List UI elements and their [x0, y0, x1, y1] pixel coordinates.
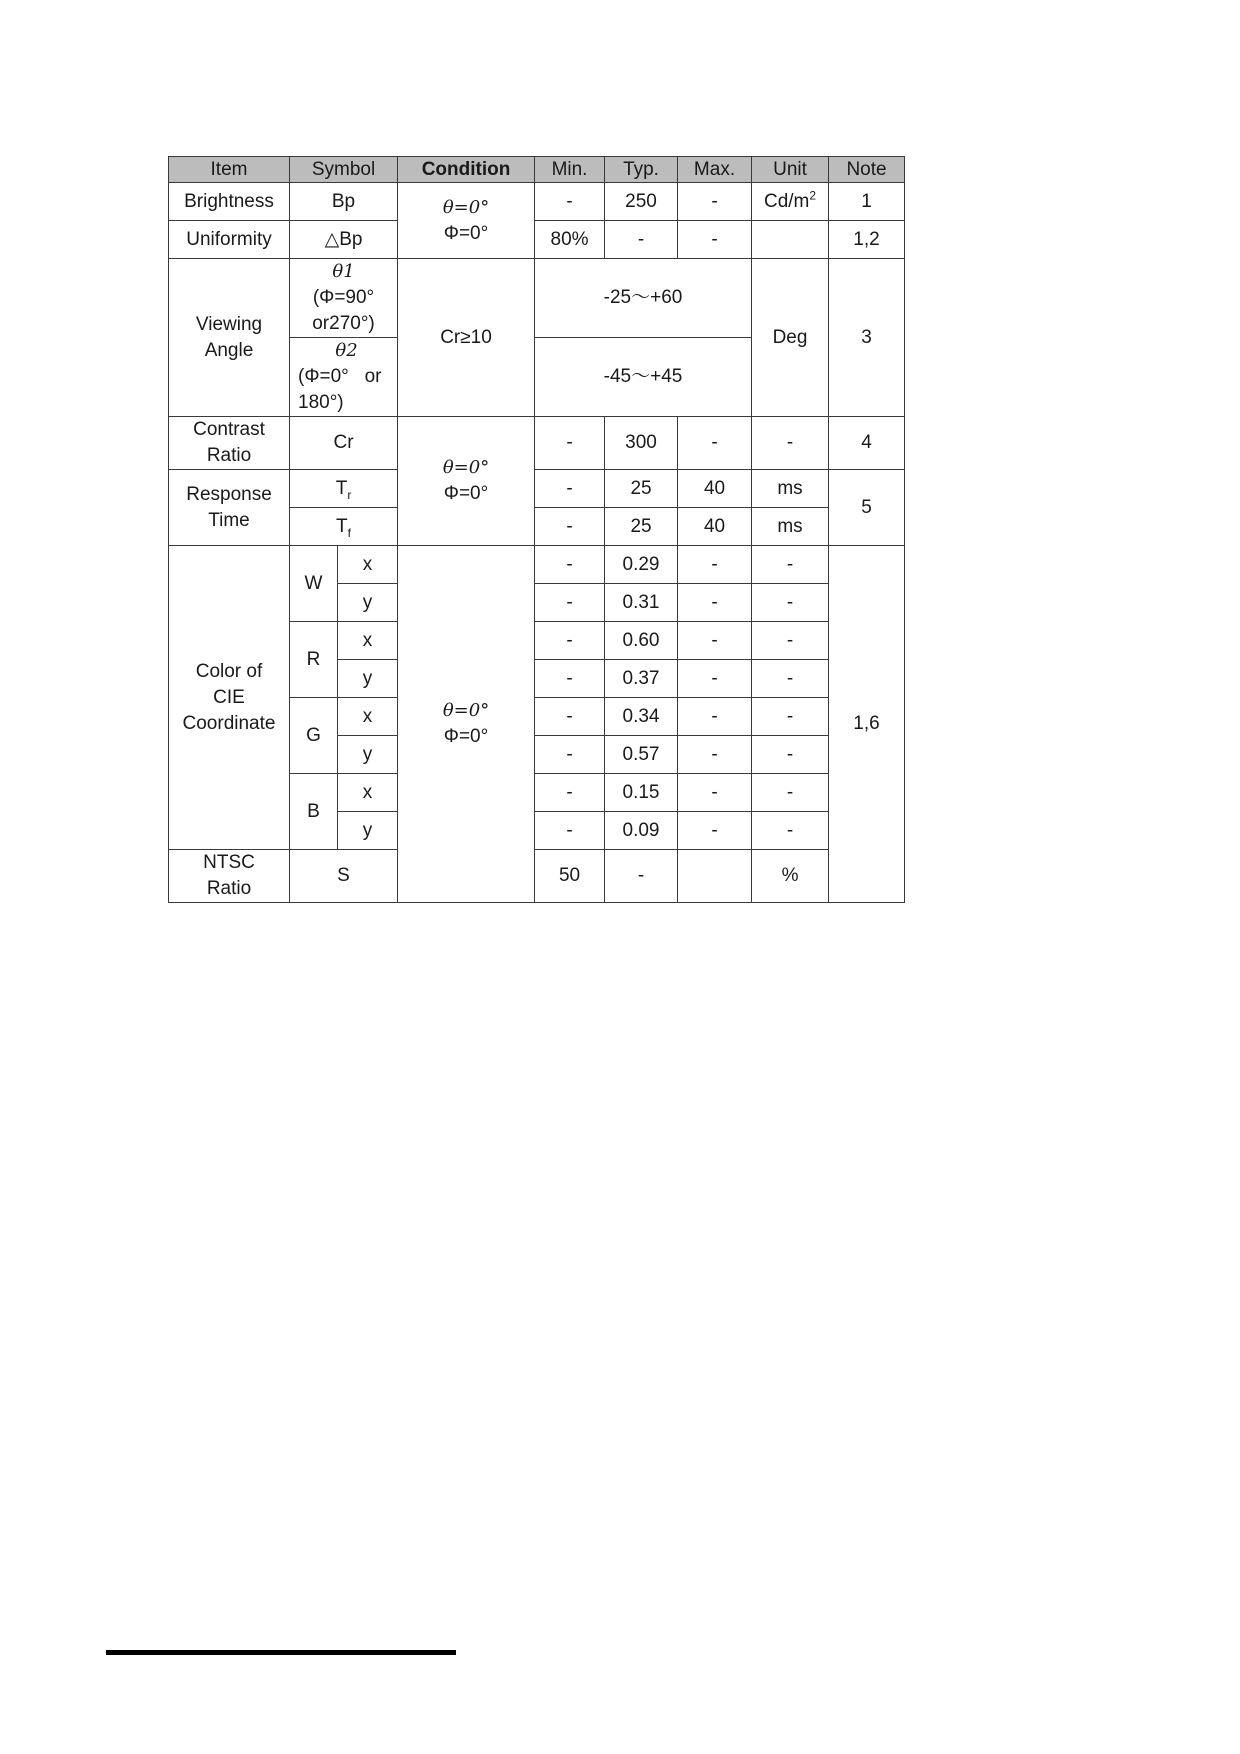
note-cell: 1	[829, 183, 905, 221]
condition-theta: θ=0°	[442, 196, 490, 218]
header-typ: Typ.	[605, 157, 678, 183]
condition-cell	[398, 417, 535, 546]
min-cell: -	[535, 183, 605, 221]
table-row-viewing-theta1	[169, 259, 905, 338]
symbol-theta2-cond: (Φ=0° or	[298, 366, 382, 387]
condition-cell	[398, 183, 535, 259]
header-condition: Condition	[398, 157, 535, 183]
unit-base: Cd/m	[763, 190, 810, 212]
typ-cell: 25	[605, 508, 678, 546]
symbol-cell: S	[290, 850, 398, 903]
item-cell-contrast	[169, 417, 290, 470]
min-cell: -	[535, 470, 605, 508]
item-cell-viewing	[169, 259, 290, 417]
header-min: Min.	[535, 157, 605, 183]
typ-cell: 0.34	[605, 698, 678, 736]
header-item: Item	[169, 157, 290, 183]
item-line: Color of	[195, 660, 263, 682]
min-cell: -	[535, 622, 605, 660]
table-row-brightness	[169, 183, 905, 221]
symbol-cell: Cr	[290, 417, 398, 470]
typ-cell: 300	[605, 417, 678, 470]
axis-cell: x	[338, 546, 398, 584]
symbol-theta2: θ2	[335, 340, 358, 361]
symbol-cell-tr	[290, 470, 398, 508]
optical-spec-table	[168, 156, 905, 903]
max-cell: 40	[678, 508, 752, 546]
item-line: Ratio	[206, 445, 252, 466]
min-cell: -	[535, 660, 605, 698]
unit-cell: -	[752, 584, 829, 622]
symbol-cell: Bp	[290, 183, 398, 221]
footer-rule	[106, 1650, 456, 1655]
min-cell: -	[535, 812, 605, 850]
unit-cell: -	[752, 812, 829, 850]
color-cell-w: W	[290, 546, 338, 622]
min-cell: -	[535, 508, 605, 546]
condition-phi: Φ=0°	[443, 222, 489, 244]
max-cell: -	[678, 584, 752, 622]
item-cell: Brightness	[169, 183, 290, 221]
symbol-theta1-cond: or270°)	[312, 313, 375, 334]
axis-cell: x	[338, 622, 398, 660]
min-cell: -	[535, 417, 605, 470]
header-row	[169, 157, 905, 183]
symbol-base: T	[335, 477, 348, 499]
note-cell-cie: 1,6	[829, 546, 905, 903]
item-line: Contrast	[193, 419, 265, 440]
max-cell: -	[678, 546, 752, 584]
unit-cell: -	[752, 698, 829, 736]
item-cell-response	[169, 470, 290, 546]
symbol-theta1: θ1	[332, 261, 355, 282]
typ-cell: 0.15	[605, 774, 678, 812]
min-cell: -	[535, 546, 605, 584]
note-cell-response: 5	[829, 470, 905, 546]
symbol-cell-tf	[290, 508, 398, 546]
min-cell: -	[535, 584, 605, 622]
typ-cell: 0.57	[605, 736, 678, 774]
typ-cell: 25	[605, 470, 678, 508]
axis-cell: x	[338, 698, 398, 736]
min-cell: 80%	[535, 221, 605, 259]
condition-theta: θ=0°	[442, 700, 490, 721]
min-cell: -	[535, 736, 605, 774]
table-row-uniformity	[169, 221, 905, 259]
max-cell: -	[678, 622, 752, 660]
unit-cell: -	[752, 660, 829, 698]
symbol-subscript: r	[347, 487, 352, 502]
symbol-base: T	[336, 515, 348, 537]
unit-cell: -	[752, 546, 829, 584]
axis-cell: y	[338, 736, 398, 774]
max-cell: -	[678, 417, 752, 470]
unit-cell: -	[752, 417, 829, 470]
item-line: Angle	[204, 339, 254, 361]
typ-cell: 250	[605, 183, 678, 221]
unit-cell: ms	[752, 470, 829, 508]
typ-cell: 0.31	[605, 584, 678, 622]
max-cell: -	[678, 183, 752, 221]
range-cell-theta2: -45～+45	[535, 338, 752, 417]
max-cell: 40	[678, 470, 752, 508]
note-cell: 4	[829, 417, 905, 470]
max-cell: -	[678, 221, 752, 259]
header-unit: Unit	[752, 157, 829, 183]
header-max: Max.	[678, 157, 752, 183]
max-cell: -	[678, 660, 752, 698]
item-line: Time	[208, 509, 250, 531]
unit-cell: -	[752, 736, 829, 774]
unit-cell: ms	[752, 508, 829, 546]
unit-cell	[752, 221, 829, 259]
max-cell: -	[678, 774, 752, 812]
typ-cell: 0.09	[605, 812, 678, 850]
axis-cell: y	[338, 812, 398, 850]
table-row-response-tr	[169, 470, 905, 508]
max-cell: -	[678, 812, 752, 850]
unit-cell: %	[752, 850, 829, 903]
color-cell-g: G	[290, 698, 338, 774]
typ-cell: -	[605, 221, 678, 259]
typ-cell: 0.37	[605, 660, 678, 698]
unit-superscript: 2	[809, 188, 817, 203]
max-cell: -	[678, 698, 752, 736]
axis-cell: x	[338, 774, 398, 812]
typ-cell: -	[605, 850, 678, 903]
condition-phi: Φ=0°	[443, 726, 489, 747]
item-line: Viewing	[195, 313, 263, 335]
note-cell: 1,2	[829, 221, 905, 259]
table-row-contrast	[169, 417, 905, 470]
min-cell: -	[535, 774, 605, 812]
symbol-subscript: f	[347, 525, 351, 540]
table-row-ntsc	[169, 850, 905, 903]
table-row-cie-w-x	[169, 546, 905, 584]
unit-cell: -	[752, 622, 829, 660]
min-cell: -	[535, 698, 605, 736]
condition-cell-cie	[398, 546, 535, 903]
color-cell-r: R	[290, 622, 338, 698]
max-cell	[678, 850, 752, 903]
condition-cell-viewing: Cr≥10	[398, 259, 535, 417]
symbol-cell: △Bp	[290, 221, 398, 259]
symbol-theta2-cond: 180°)	[298, 392, 344, 413]
item-cell: Uniformity	[169, 221, 290, 259]
range-cell-theta1: -25～+60	[535, 259, 752, 338]
symbol-theta1-cond: (Φ=90°	[312, 287, 375, 308]
typ-cell: 0.60	[605, 622, 678, 660]
max-cell: -	[678, 736, 752, 774]
item-line: NTSC	[203, 852, 255, 873]
item-line: CIE	[213, 686, 245, 708]
color-cell-b: B	[290, 774, 338, 850]
typ-cell: 0.29	[605, 546, 678, 584]
axis-cell: y	[338, 660, 398, 698]
condition-theta: θ=0°	[442, 457, 490, 478]
item-line: Coordinate	[182, 712, 276, 734]
note-cell-viewing: 3	[829, 259, 905, 417]
header-note: Note	[829, 157, 905, 183]
unit-cell-viewing: Deg	[752, 259, 829, 417]
item-cell-cie	[169, 546, 290, 850]
unit-cell: -	[752, 774, 829, 812]
item-line: Ratio	[206, 878, 252, 899]
unit-cell	[752, 183, 829, 221]
symbol-cell-theta1	[290, 259, 398, 338]
item-cell-ntsc	[169, 850, 290, 903]
symbol-cell-theta2	[290, 338, 398, 417]
item-line: Response	[186, 483, 272, 505]
axis-cell: y	[338, 584, 398, 622]
header-symbol: Symbol	[290, 157, 398, 183]
condition-phi: Φ=0°	[443, 483, 489, 504]
min-cell: 50	[535, 850, 605, 903]
